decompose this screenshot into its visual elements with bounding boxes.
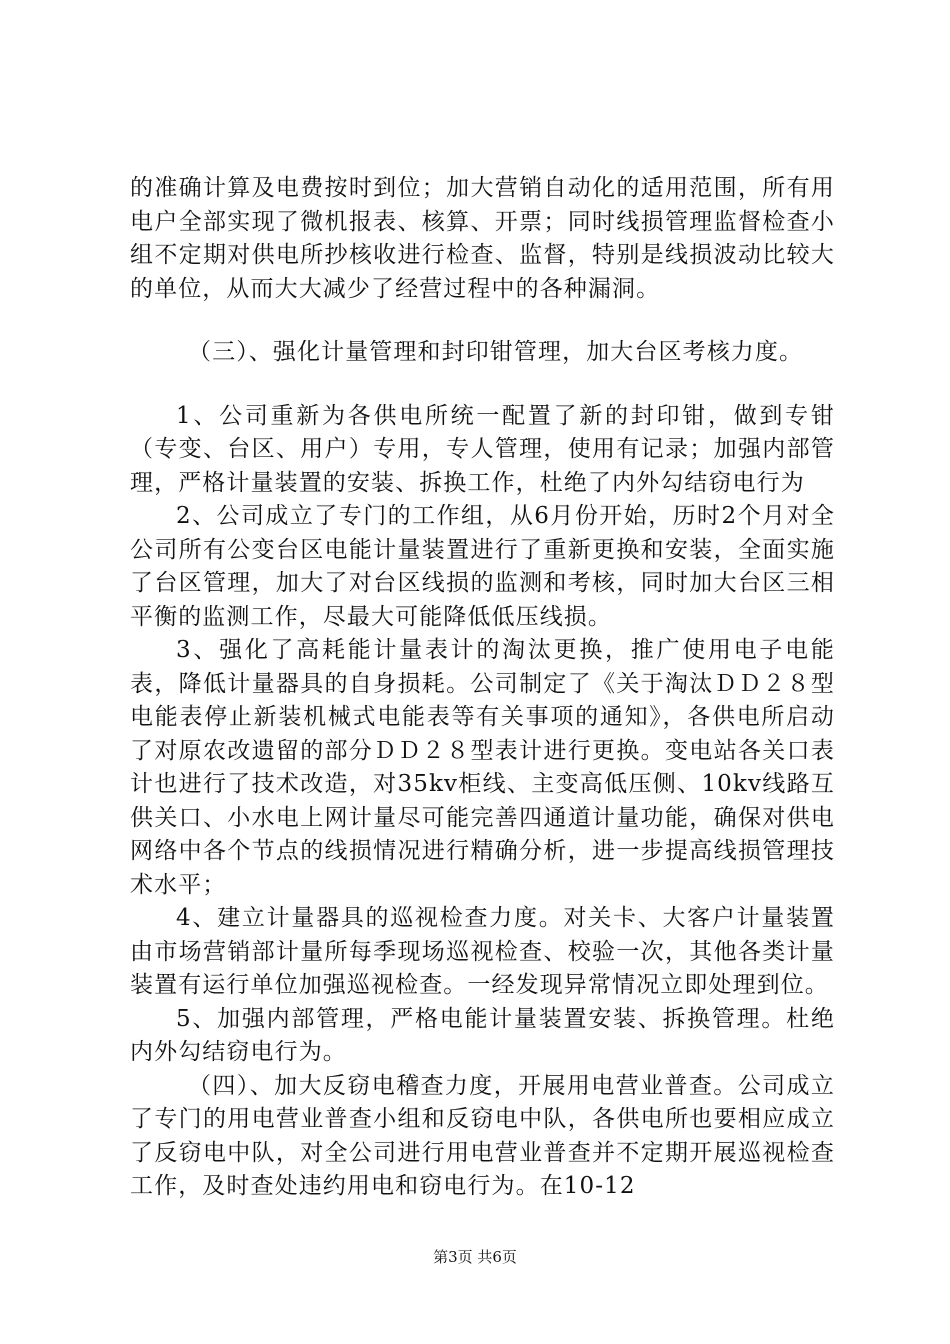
document-body [130, 172, 835, 1204]
section-heading-3: （三）、强化计量管理和封印钳管理，加大台区考核力度。 [188, 339, 804, 365]
section-paragraph-4: （四）、加大反窃电稽查力度，开展用电营业普查。公司成立了专门的用电营业普查小组和反窃电中队，各供电所也要相应成立了反窃电中队，对全公司进行用电营业普查并不定期开展巡视检查工作，及时查处违约用电和窃电行为。在10-12 [130, 1072, 835, 1199]
list-item-5: 5、加强内部管理，严格电能计量装置安装、拆换管理。杜绝内外勾结窃电行为。 [130, 1005, 835, 1065]
list-item-4: 4、建立计量器具的巡视检查力度。对关卡、大客户计量装置由市场营销部计量所每季现场巡视检查、校验一次，其他各类计量装置有运行单位加强巡视检查。一经发现异常情况立即处理到位。 [130, 905, 835, 998]
page-number-footer: 第3页 共6页 [433, 1248, 517, 1266]
paragraph-continuation: 的准确计算及电费按时到位；加大营销自动化的适用范围，所有用电户全部实现了微机报表、核算、开票；同时线损管理监督检查小组不定期对供电所抄核收进行检查、监督，特别是线损波动比较大的单位，从而大大减少了经营过程中的各种漏洞。 [130, 175, 835, 302]
list-item-1: 1、公司重新为各供电所统一配置了新的封印钳，做到专钳（专变、台区、用户）专用，专人管理，使用有记录；加强内部管理，严格计量装置的安装、拆换工作，杜绝了内外勾结窃电行为 [130, 402, 835, 496]
list-item-2: 2、公司成立了专门的工作组，从6月份开始，历时2个月对全公司所有公变台区电能计量装置进行了重新更换和安装，全面实施了台区管理，加大了对台区线损的监测和考核，同时加大台区三相平衡的监测工作，尽最大可能降低低压线损。 [130, 503, 835, 630]
list-item-3: 3、强化了高耗能计量表计的淘汰更换，推广使用电子电能表，降低计量器具的自身损耗。公司制定了《关于淘汰ＤＤ２８型电能表停止新装机械式电能表等有关事项的通知》，各供电所启动了对原农改遗留的部分ＤＤ２８型表计进行更换。变电站各关口表计也进行了技术改造，对35kv柜线、主变高低压侧、10kv线路互供关口、小水电上网计量尽可能完善四通道计量功能，确保对供电网络中各个节点的线损情况进行精确分析，进一步提高线损管理技术水平； [130, 637, 835, 898]
